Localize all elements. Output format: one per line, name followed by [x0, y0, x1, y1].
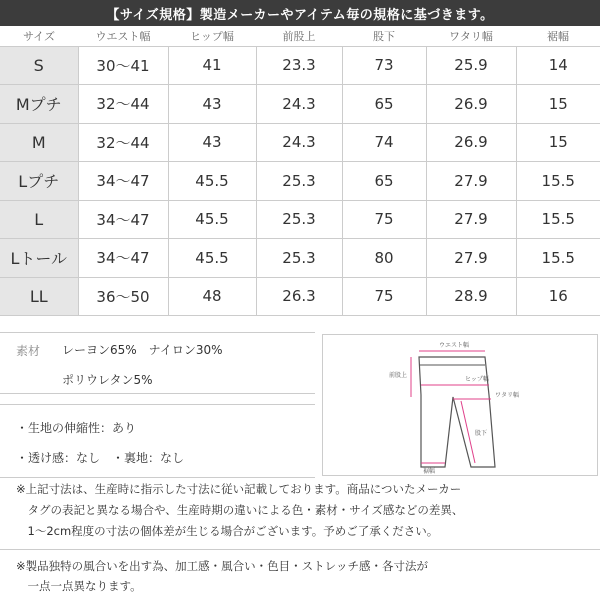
- table-cell: 14: [516, 46, 600, 85]
- table-row: [0, 85, 600, 124]
- table-cell: 26.9: [426, 123, 516, 162]
- size-cell: M: [0, 123, 78, 162]
- table-cell: 34〜47: [78, 239, 168, 278]
- column-header: 裾幅: [516, 26, 600, 46]
- table-cell: 30〜41: [78, 46, 168, 85]
- size-table: [0, 26, 600, 316]
- table-cell: 65: [342, 162, 426, 201]
- variation-note-line: ※製品独特の風合いを出す為、加工感・風合い・色目・ストレッチ感・各寸法が: [16, 559, 429, 573]
- column-header: 股下: [342, 26, 426, 46]
- disclaimer-line: ※上記寸法は、生産時に指示した寸法に従い記載しております。商品についたメーカー: [16, 482, 462, 496]
- sheer-lining-property: ・透け感：なし ・裏地：なし: [16, 451, 185, 465]
- table-cell: 27.9: [426, 239, 516, 278]
- table-cell: 26.9: [426, 85, 516, 124]
- size-cell: Lトール: [0, 239, 78, 278]
- diagram-inseam-label: 股下: [475, 430, 488, 437]
- size-spec-header: [0, 0, 600, 26]
- material-composition-line2: ポリウレタン5%: [62, 373, 153, 387]
- table-row: [0, 277, 600, 316]
- size-cell: S: [0, 46, 78, 85]
- table-cell: 36〜50: [78, 277, 168, 316]
- table-cell: 25.3: [256, 239, 342, 278]
- table-cell: 34〜47: [78, 200, 168, 239]
- table-cell: 45.5: [168, 200, 256, 239]
- measurement-diagram: [322, 334, 598, 476]
- table-cell: 27.9: [426, 200, 516, 239]
- measurement-disclaimer: [0, 480, 600, 550]
- disclaimer-line: 1〜2cm程度の寸法の個体差が生じる場合がございます。予めご了承ください。: [16, 524, 439, 538]
- table-cell: 41: [168, 46, 256, 85]
- diagram-waist-label: ウエスト幅: [439, 342, 470, 349]
- table-cell: 65: [342, 85, 426, 124]
- table-cell: 34〜47: [78, 162, 168, 201]
- column-header: ウエスト幅: [78, 26, 168, 46]
- size-cell: L: [0, 200, 78, 239]
- product-variation-note: [0, 553, 600, 600]
- pants-outline: [419, 357, 495, 467]
- table-cell: 24.3: [256, 85, 342, 124]
- table-cell: 15.5: [516, 200, 600, 239]
- variation-note-line: 一点一点異なります。: [16, 579, 142, 593]
- fabric-properties-section: [0, 404, 315, 478]
- material-label: 素材: [16, 344, 41, 358]
- table-cell: 28.9: [426, 277, 516, 316]
- table-cell: 27.9: [426, 162, 516, 201]
- size-cell: Mプチ: [0, 85, 78, 124]
- table-cell: 26.3: [256, 277, 342, 316]
- table-row: [0, 123, 600, 162]
- diagram-hip-label: ヒップ幅: [465, 376, 489, 383]
- pants-diagram-illustration: [323, 335, 599, 477]
- table-cell: 43: [168, 123, 256, 162]
- stretch-property: ・生地の伸縮性：あり: [16, 421, 137, 435]
- table-cell: 32〜44: [78, 123, 168, 162]
- table-cell: 73: [342, 46, 426, 85]
- table-cell: 15.5: [516, 239, 600, 278]
- table-cell: 15: [516, 123, 600, 162]
- table-cell: 45.5: [168, 162, 256, 201]
- table-cell: 25.9: [426, 46, 516, 85]
- table-cell: 24.3: [256, 123, 342, 162]
- table-cell: 25.3: [256, 162, 342, 201]
- table-cell: 25.3: [256, 200, 342, 239]
- size-cell: Lプチ: [0, 162, 78, 201]
- table-cell: 74: [342, 123, 426, 162]
- column-header: ヒップ幅: [168, 26, 256, 46]
- table-cell: 80: [342, 239, 426, 278]
- disclaimer-line: タグの表記と異なる場合や、生産時期の違いによる色・素材・サイズ感などの差異、: [16, 503, 464, 517]
- table-row: [0, 46, 600, 85]
- header-title: 【サイズ規格】製造メーカーやアイテム毎の規格に基づきます。: [106, 7, 494, 23]
- table-cell: 15: [516, 85, 600, 124]
- size-cell: LL: [0, 277, 78, 316]
- table-header-row: [0, 26, 600, 46]
- table-cell: 75: [342, 200, 426, 239]
- diagram-front-rise-label: 前股上: [389, 372, 408, 379]
- material-section: [0, 332, 315, 394]
- material-composition-line1: レーヨン65% ナイロン30%: [62, 343, 223, 357]
- column-header: ワタリ幅: [426, 26, 516, 46]
- table-row: [0, 200, 600, 239]
- table-cell: 48: [168, 277, 256, 316]
- diagram-hem-label: 裾幅: [423, 468, 436, 475]
- table-row: [0, 162, 600, 201]
- column-header: 前股上: [256, 26, 342, 46]
- table-cell: 23.3: [256, 46, 342, 85]
- table-cell: 15.5: [516, 162, 600, 201]
- table-cell: 45.5: [168, 239, 256, 278]
- table-cell: 75: [342, 277, 426, 316]
- column-header: サイズ: [0, 26, 78, 46]
- table-cell: 16: [516, 277, 600, 316]
- table-cell: 32〜44: [78, 85, 168, 124]
- table-row: [0, 239, 600, 278]
- diagram-thigh-label: ワタリ幅: [495, 392, 519, 399]
- table-cell: 43: [168, 85, 256, 124]
